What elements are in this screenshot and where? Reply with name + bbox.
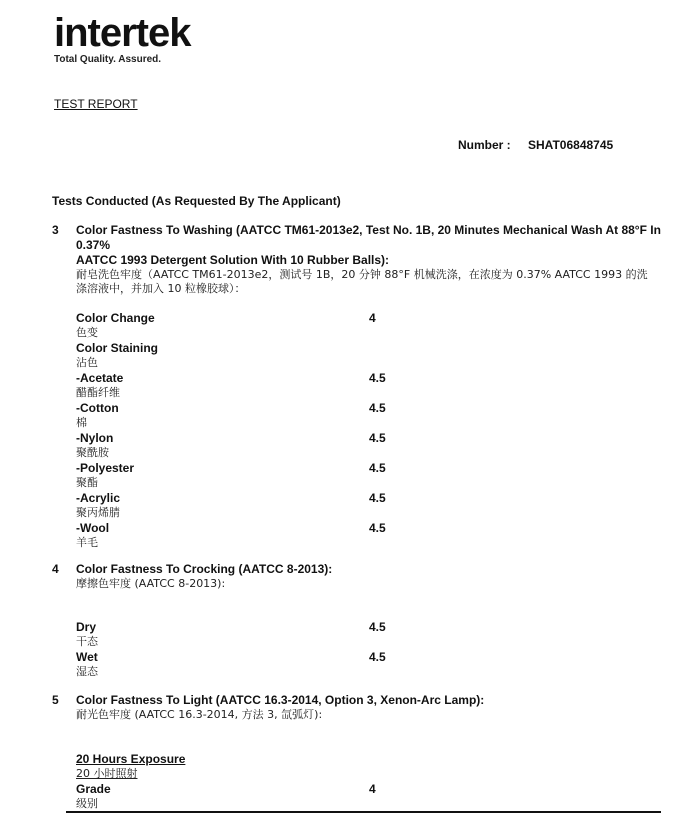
result-value: 4.5 [369,521,386,535]
section-3-heading [52,223,662,296]
section-title-cn: 摩擦色牢度 (AATCC 8-2013): [76,577,226,590]
section-title-line: Color Fastness To Light (AATCC 16.3-2014, Option 3, Xenon-Arc Lamp): [76,693,485,707]
result-label-cn: 干态 [76,635,98,648]
result-label-cn: 聚酯 [76,476,98,489]
result-row [76,461,476,491]
result-row [76,431,476,461]
result-label: -Acetate [76,371,124,385]
section-title-line: Color Fastness To Crocking (AATCC 8-2013): [76,562,333,576]
section-number: 4 [52,562,59,576]
result-label: -Wool [76,521,110,535]
section-5-heading [52,693,662,722]
section-title-line: Color Fastness To Washing (AATCC TM61-2013e2, Test No. 1B, 20 Minutes Mechanical Wash At 88°F In 0.37% [76,223,661,252]
result-row [76,782,476,812]
result-value: 4.5 [369,491,386,505]
result-row [76,491,476,521]
result-label: Color Staining [76,341,158,355]
page-divider [66,811,661,813]
result-label: -Acrylic [76,491,121,505]
result-value: 4.5 [369,401,386,415]
report-title: TEST REPORT [54,97,138,111]
report-number-value: SHAT06848745 [528,138,614,152]
section-title-cn: 耐光色牢度 (AATCC 16.3-2014, 方法 3, 氙弧灯): [76,708,323,721]
result-label-cn: 羊毛 [76,536,98,549]
section-title-line: AATCC 1993 Detergent Solution With 10 Rubber Balls): [76,253,390,267]
intertek-logo [54,10,191,65]
result-row [76,401,476,431]
section-number: 5 [52,693,59,707]
logo-tagline: Total Quality. Assured. [54,54,162,65]
section-4-results [76,620,476,680]
result-label: -Cotton [76,401,119,415]
result-label: -Nylon [76,431,114,445]
section-title-cn: 耐皂洗色牢度（AATCC TM61-2013e2，测试号 1B，20 分钟 88°F 机械洗涤，在浓度为 0.37% AATCC 1993 的洗 [76,268,648,281]
result-row [76,521,476,551]
result-label: Wet [76,650,98,664]
result-label-cn: 聚丙烯腈 [76,506,120,519]
result-label: -Polyester [76,461,135,475]
result-label-cn: 醋酯纤维 [76,386,120,399]
result-label-cn: 20 小时照射 [76,767,138,780]
result-label-cn: 棉 [76,416,87,429]
result-value: 4 [369,782,376,796]
result-value: 4.5 [369,461,386,475]
result-row [76,752,476,782]
result-row [76,311,476,341]
result-row [76,371,476,401]
result-value: 4.5 [369,650,386,664]
report-number-label: Number : [458,138,511,152]
logo-wordmark: intertek [54,11,191,55]
result-label-cn: 聚酰胺 [76,446,109,459]
result-label-cn: 级别 [76,797,98,810]
result-label: Grade [76,782,111,796]
result-value: 4.5 [369,431,386,445]
result-value: 4.5 [369,371,386,385]
tests-heading: Tests Conducted (As Requested By The Applicant) [52,194,341,208]
section-4-heading [52,562,662,591]
result-row [76,341,476,371]
result-label-cn: 湿态 [76,665,98,678]
result-row [76,650,476,680]
result-label-cn: 沾色 [76,356,98,369]
result-label: Color Change [76,311,155,325]
result-label: Dry [76,620,97,634]
result-label: 20 Hours Exposure [76,752,186,766]
result-value: 4.5 [369,620,386,634]
section-3-results [76,311,476,551]
result-label-cn: 色变 [76,326,98,339]
report-number [458,138,613,152]
section-title-cn: 涤溶液中，并加入 10 粒橡胶球）： [76,282,246,295]
section-5-results [76,752,476,812]
result-value: 4 [369,311,376,325]
section-number: 3 [52,223,59,237]
result-row [76,620,476,650]
